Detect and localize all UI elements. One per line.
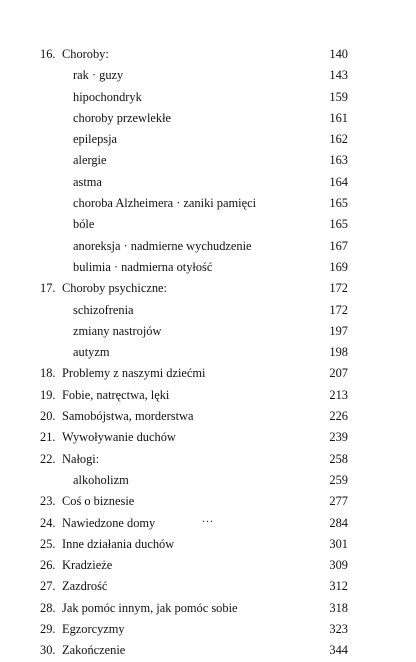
toc-entry-title: hipochondryk: [73, 89, 142, 104]
toc-entry-title: Jak pomóc innym, jak pomóc sobie: [62, 600, 238, 615]
toc-entry-page-number: 197: [329, 323, 348, 338]
toc-entry-page-number: 284: [329, 515, 348, 530]
toc-entry-title: choroby przewlekłe: [73, 110, 172, 125]
toc-entry-page-number: 140: [329, 47, 348, 61]
toc-entry: [0, 427, 416, 448]
toc-entry-title: Kradzieże: [62, 558, 113, 573]
toc-entry-title: Fobie, natręctwa, lęki: [62, 387, 170, 402]
toc-entry-title: Coś o biznesie: [62, 494, 135, 509]
toc-entry-title: bulimia · nadmierna otyłość: [73, 259, 213, 274]
toc-entry-title: zmiany nastrojów: [73, 323, 162, 338]
toc-subentry: [0, 470, 416, 491]
toc-entry: [0, 363, 416, 384]
toc-entry-number: 19.: [40, 387, 56, 402]
toc-entry-page-number: 164: [329, 174, 348, 189]
toc-entry-number: 28.: [40, 600, 56, 615]
toc-subentry: [0, 257, 416, 278]
toc-entry-title: Problemy z naszymi dziećmi: [62, 366, 206, 381]
toc-entry: [0, 534, 416, 555]
toc-entry-title: alergie: [73, 153, 107, 168]
toc-entry-page-number: 207: [329, 366, 348, 381]
toc-entry-page-number: 143: [329, 68, 348, 83]
toc-entry-title: Egzorcyzmy: [62, 622, 125, 637]
toc-entry-title: Zakończenie: [62, 643, 126, 658]
toc-subentry: [0, 193, 416, 214]
toc-entry: [0, 278, 416, 299]
toc-entry-page-number: 165: [329, 196, 348, 211]
toc-entry-title: epilepsja: [73, 132, 118, 147]
toc-entry-number: 30.: [40, 643, 56, 658]
toc-entry-title: astma: [73, 174, 102, 189]
toc-entry-page-number: 344: [329, 643, 348, 658]
toc-entry-title: schizofrenia: [73, 302, 134, 317]
toc-entry: [0, 491, 416, 512]
toc-entry-page-number: 226: [329, 409, 348, 424]
toc-subentry: [0, 214, 416, 235]
toc-subentry: [0, 321, 416, 342]
toc-entry-page-number: 239: [329, 430, 348, 445]
toc-subentry: [0, 150, 416, 171]
toc-entry-page-number: 162: [329, 132, 348, 147]
toc-entry: [0, 555, 416, 576]
toc-subentry: [0, 65, 416, 86]
toc-entry-page-number: 163: [329, 153, 348, 168]
toc-entry-number: 22.: [40, 451, 56, 466]
continuation-ellipsis: ...: [202, 511, 214, 525]
toc-entry-number: 26.: [40, 558, 56, 573]
toc-subentry: [0, 236, 416, 257]
toc-entry-number: 16.: [40, 47, 56, 61]
toc-subentry: [0, 108, 416, 129]
toc-entry-title: Nałogi:: [62, 451, 100, 466]
toc-entry-title: Nawiedzone domy: [62, 515, 156, 530]
toc-entry-title: Choroby:: [62, 47, 109, 61]
toc-entry-page-number: 323: [329, 622, 348, 637]
toc-entry-page-number: 165: [329, 217, 348, 232]
toc-entry-title: rak · guzy: [73, 68, 124, 83]
toc-entry-page-number: 301: [329, 536, 348, 551]
toc-subentry: [0, 342, 416, 363]
toc-entry: [0, 449, 416, 470]
toc-entry-number: 17.: [40, 281, 56, 296]
toc-entry-page-number: 318: [329, 600, 348, 615]
toc-entry: [0, 385, 416, 406]
toc-entry-page-number: 172: [329, 302, 348, 317]
toc-entry-title: choroba Alzheimera · zaniki pamięci: [73, 196, 257, 211]
toc-entry-page-number: 161: [329, 110, 348, 125]
toc-entry: [0, 576, 416, 597]
toc-entry: [0, 406, 416, 427]
toc-entry-number: 24.: [40, 515, 56, 530]
toc-entry-page-number: 309: [329, 558, 348, 573]
toc-entry: [0, 640, 416, 661]
toc-entry-number: 29.: [40, 622, 56, 637]
toc-entry-page-number: 167: [329, 238, 348, 253]
toc-entry-title: Wywoływanie duchów: [62, 430, 176, 445]
toc-entry-number: 18.: [40, 366, 56, 381]
table-of-contents: [0, 44, 416, 662]
toc-entry-page-number: 277: [329, 494, 348, 509]
toc-entry-number: 27.: [40, 579, 56, 594]
toc-entry-page-number: 172: [329, 281, 348, 296]
toc-entry: [0, 598, 416, 619]
toc-subentry: [0, 87, 416, 108]
toc-entry: [0, 44, 416, 65]
toc-entry-page-number: 259: [329, 472, 348, 487]
toc-entry-title: alkoholizm: [73, 472, 129, 487]
toc-entry-page-number: 159: [329, 89, 348, 104]
toc-entry-number: 23.: [40, 494, 56, 509]
toc-entry-title: Samobójstwa, morderstwa: [62, 409, 194, 424]
toc-entry-title: Zazdrość: [62, 579, 108, 594]
toc-entry-number: 21.: [40, 430, 56, 445]
toc-entry-page-number: 258: [329, 451, 348, 466]
toc-entry: [0, 619, 416, 640]
toc-entry-number: 25.: [40, 536, 56, 551]
toc-entry-title: Choroby psychiczne:: [62, 281, 167, 296]
toc-subentry: [0, 172, 416, 193]
toc-entry-page-number: 213: [329, 387, 348, 402]
toc-subentry: [0, 300, 416, 321]
toc-entry-number: 20.: [40, 409, 56, 424]
toc-entry-title: Inne działania duchów: [62, 536, 175, 551]
toc-subentry: [0, 129, 416, 150]
toc-entry-title: autyzm: [73, 345, 110, 360]
toc-entry-page-number: 312: [329, 579, 348, 594]
toc-entry-title: bóle: [73, 217, 95, 232]
toc-entry-page-number: 169: [329, 259, 348, 274]
toc-entry-page-number: 198: [329, 345, 348, 360]
toc-entry-title: anoreksja · nadmierne wychudzenie: [73, 238, 252, 253]
